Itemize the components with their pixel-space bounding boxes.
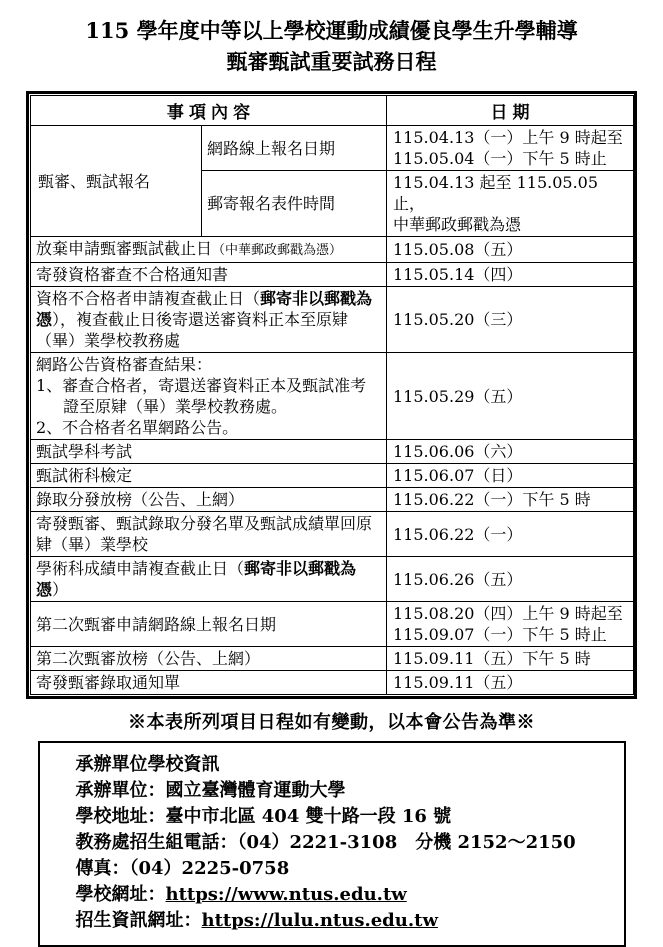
date-line: 115.04.13 起至 115.05.05 止， (393, 173, 599, 214)
text-segment: 2、不合格者名單網路公告。 (36, 418, 239, 438)
text-segment: 寄發甄審、甄試錄取分發名單及甄試成績單回原肄（畢）業學校 (36, 514, 373, 555)
date-cell (387, 126, 634, 171)
date-header-cell: 日期 (387, 96, 634, 126)
info-line-label: 傳真：（04）2225-0758 (75, 858, 290, 880)
item-cell (31, 237, 387, 263)
item-cell (31, 602, 387, 647)
text-segment: 甄試學科考試 (36, 442, 133, 462)
item-text-line (36, 614, 381, 635)
date-line: 115.05.04（一）下午 5 時止 (393, 149, 607, 169)
table-row (31, 488, 634, 512)
date-line: 115.09.11（五）下午 5 時 (393, 649, 591, 669)
group-label-cell: 甄審、甄試報名 (31, 126, 202, 237)
item-cell (202, 171, 387, 237)
item-text-line (36, 441, 381, 462)
info-line (76, 778, 614, 804)
table-row (31, 557, 634, 602)
date-line: 115.06.26（五） (393, 569, 523, 589)
table-row (31, 287, 634, 353)
info-line-label: 學校地址：臺中市北區 404 雙十路一段 16 號 (75, 806, 452, 828)
info-line (76, 752, 614, 778)
date-line: 115.06.22（一） (393, 524, 523, 544)
info-line-label: 承辦單位：國立臺灣體育運動大學 (75, 780, 346, 802)
item-cell (31, 353, 387, 440)
schedule-table-body (31, 126, 634, 695)
info-url-link[interactable]: https://lulu.ntus.edu.tw (201, 910, 438, 932)
item-text-line (207, 138, 381, 159)
table-row (31, 440, 634, 464)
date-cell (387, 353, 634, 440)
date-line: 115.05.20（三） (393, 310, 523, 330)
date-line: 115.05.14（四） (393, 265, 523, 285)
item-cell (31, 488, 387, 512)
text-segment: 網路線上報名日期 (207, 138, 336, 158)
date-line: 115.05.29（五） (393, 386, 523, 406)
date-cell (387, 440, 634, 464)
date-cell (387, 171, 634, 237)
items-header-cell: 事項內容 (31, 96, 387, 126)
item-cell (31, 647, 387, 671)
schedule-table-grid (30, 95, 634, 695)
date-cell (387, 602, 634, 647)
table-row (31, 602, 634, 647)
date-line: 115.06.06（六） (393, 442, 523, 462)
item-text-line (36, 417, 381, 438)
item-text-line (36, 489, 381, 510)
item-text-line (36, 513, 381, 555)
item-cell (31, 440, 387, 464)
item-text-line (36, 465, 381, 486)
text-segment: （中華郵政郵戳為憑） (212, 243, 343, 259)
date-cell (387, 488, 634, 512)
item-text-line (36, 558, 381, 600)
text-segment: 郵寄報名表件時間 (207, 194, 336, 214)
text-segment: 網路公告資格審查結果： (36, 355, 213, 375)
date-line: 115.06.22（一）下午 5 時 (393, 490, 591, 510)
date-cell (387, 287, 634, 353)
text-segment: 郵寄非以郵戳為憑 (36, 289, 373, 330)
text-segment: ），複查截止日後寄還送審資料正本至原肄（畢）業學校教務處 (36, 310, 349, 351)
date-line: 115.04.13（一）上午 9 時起至 (393, 128, 623, 148)
date-line: 115.05.08（五） (393, 240, 523, 260)
date-cell (387, 557, 634, 602)
item-text-line (36, 264, 381, 285)
table-row (31, 671, 634, 695)
table-row (31, 263, 634, 287)
text-segment: 學術科成績申請複查截止日（ (36, 559, 245, 579)
item-text-line (36, 238, 381, 261)
info-line-label: 教務處招生組電話：（04）2221-3108 分機 2152～2150 (75, 832, 576, 854)
date-line: 115.09.07（一）下午 5 時止 (393, 625, 607, 645)
date-cell (387, 237, 634, 263)
table-row (31, 464, 634, 488)
item-cell (31, 512, 387, 557)
date-cell (387, 671, 634, 695)
table-row (31, 647, 634, 671)
item-text-line (36, 354, 381, 375)
text-segment: 甄試術科檢定 (36, 466, 133, 486)
item-text-line (36, 648, 381, 669)
title-line-1: 115 學年度中等以上學校運動成績優良學生升學輔導 (85, 18, 578, 43)
schedule-table (26, 91, 637, 699)
title-line-2: 甄審甄試重要試務日程 (226, 49, 437, 75)
date-cell (387, 647, 634, 671)
text-segment: 第二次甄審申請網路線上報名日期 (36, 614, 277, 634)
date-line: 115.09.11（五） (393, 673, 523, 693)
text-segment: 錄取分發放榜（公告、上網） (36, 490, 245, 510)
item-cell (31, 263, 387, 287)
info-line (76, 856, 614, 882)
table-header-row (31, 96, 634, 126)
table-row (31, 353, 634, 440)
info-line-label: 承辦單位學校資訊 (75, 754, 220, 776)
item-cell (31, 557, 387, 602)
text-segment: 1、審查合格者，寄還送審資料正本及甄試准考證至原肄（畢）業學校教務處。 (36, 376, 367, 417)
text-segment: 放棄申請甄審甄試截止日 (36, 239, 213, 259)
item-cell (31, 464, 387, 488)
item-text-line (207, 193, 381, 214)
date-cell (387, 464, 634, 488)
schedule-note: ※本表所列項目日程如有變動，以本會公告為準※ (128, 712, 535, 734)
info-line (76, 830, 614, 856)
text-segment: 第二次甄審放榜（公告、上網） (36, 649, 261, 669)
text-segment: 資格不合格者申請複查截止日（ (36, 289, 261, 309)
item-cell (202, 126, 387, 171)
info-url-link[interactable]: https://www.ntus.edu.tw (165, 884, 407, 906)
info-line (76, 908, 614, 934)
text-segment: 寄發資格審查不合格通知書 (36, 265, 229, 285)
table-row (31, 237, 634, 263)
item-cell (31, 671, 387, 695)
date-line: 115.06.07（日） (393, 466, 523, 486)
info-line (76, 882, 614, 908)
date-line: 115.08.20（四）上午 9 時起至 (393, 604, 623, 624)
organizer-info-box (38, 741, 626, 947)
text-segment: ） (52, 580, 69, 600)
info-line-label: 學校網址： (75, 884, 166, 906)
info-line (76, 804, 614, 830)
text-segment: 寄發甄審錄取通知單 (36, 673, 181, 693)
item-text-line (36, 375, 381, 417)
date-cell (387, 512, 634, 557)
date-cell (387, 263, 634, 287)
info-line-label: 招生資訊網址： (75, 910, 202, 932)
text-segment: 郵寄非以郵戳為憑 (36, 559, 357, 600)
table-row (31, 512, 634, 557)
item-cell (31, 287, 387, 353)
item-text-line (36, 672, 381, 693)
document-title (0, 15, 663, 77)
table-row (31, 126, 634, 171)
date-line: 中華郵政郵戳為憑 (393, 215, 522, 235)
item-text-line (36, 288, 381, 351)
